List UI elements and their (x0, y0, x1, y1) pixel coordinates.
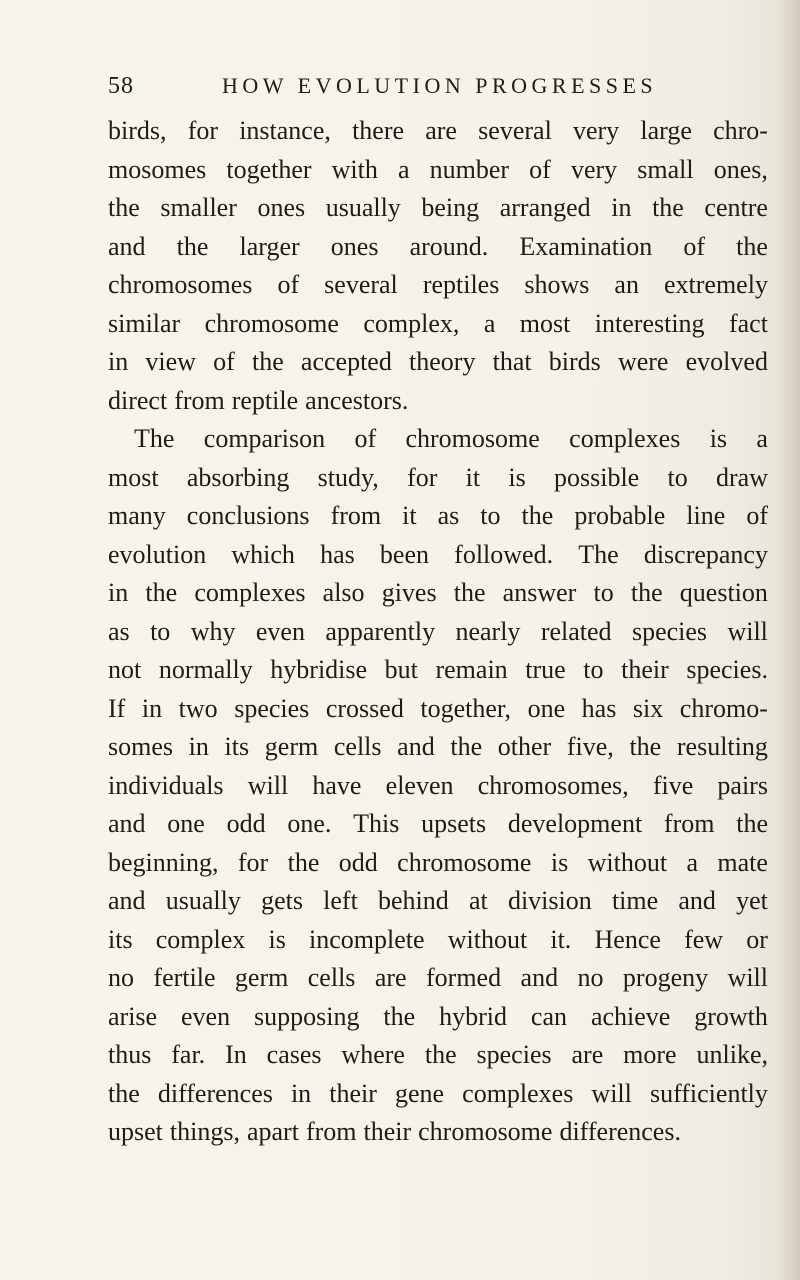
running-title: HOW EVOLUTION PROGRESSES (222, 73, 658, 98)
word: other (497, 732, 552, 761)
word-space (356, 1113, 363, 1152)
word: sufficiently (649, 1078, 768, 1108)
word: somes (108, 732, 173, 761)
text-line (108, 343, 768, 382)
word: will (727, 963, 768, 992)
text-line (108, 882, 768, 921)
text-line (108, 805, 768, 844)
word: of (354, 424, 377, 453)
word: but (384, 655, 418, 684)
word: This (353, 809, 400, 838)
word: progeny (622, 963, 709, 992)
word: the (251, 347, 284, 376)
word: which (231, 539, 295, 569)
word: as (108, 616, 130, 646)
word: of (746, 501, 768, 530)
word: similar (108, 308, 181, 338)
word: complex, (363, 308, 460, 338)
word: resulting (676, 732, 768, 761)
word: from (330, 501, 382, 530)
word: differences (157, 1078, 273, 1108)
word: thus (108, 1040, 152, 1069)
word: species (476, 1040, 552, 1069)
word: the (287, 847, 320, 877)
word: to (150, 616, 171, 646)
word: there (352, 116, 405, 145)
word: are (374, 963, 407, 992)
word: or (746, 924, 768, 954)
word: birds, (108, 116, 167, 145)
word: are (571, 1040, 604, 1069)
word: odd (338, 847, 378, 877)
text-line (108, 844, 768, 883)
body-text (108, 112, 768, 1152)
text-line (108, 767, 768, 806)
word: gene (394, 1078, 445, 1108)
word: chromosome (418, 1117, 553, 1146)
word: to (593, 578, 614, 607)
word: beginning, (108, 847, 219, 877)
text-line (108, 189, 768, 228)
word: most (108, 462, 159, 492)
word: arranged (499, 193, 591, 222)
word: complexes (194, 578, 306, 607)
word: is (550, 847, 569, 877)
word: usually (165, 886, 241, 915)
word: shows (524, 270, 590, 299)
word: larger (239, 231, 300, 261)
word: pairs (717, 770, 768, 800)
word: development (507, 809, 643, 838)
word: theory (409, 347, 476, 376)
word: Examination (519, 231, 653, 261)
word: for (187, 116, 219, 145)
word: will (591, 1078, 632, 1108)
word: it. (550, 924, 572, 954)
text-line (108, 728, 768, 767)
text-line (108, 112, 768, 151)
word: large (640, 116, 692, 145)
word: fact (728, 308, 768, 338)
word: accepted (300, 347, 392, 376)
word: yet (736, 886, 768, 915)
word: the (453, 578, 486, 607)
word: where (341, 1040, 405, 1069)
word: it (465, 462, 481, 492)
text-line (108, 459, 768, 498)
word: odd (226, 809, 266, 838)
word: and (108, 886, 146, 915)
word: arise (108, 1001, 158, 1031)
word: time (611, 886, 659, 915)
word: has (320, 539, 355, 569)
word: reptiles (422, 270, 500, 299)
word: the (736, 231, 768, 261)
text-line (108, 651, 768, 690)
word: were (617, 347, 669, 376)
word: formed (426, 963, 502, 992)
word: species (234, 693, 310, 723)
word: why (190, 616, 236, 646)
word: and (108, 231, 146, 261)
word: conclusions (186, 501, 310, 530)
word: mate (717, 847, 768, 877)
word: germ (234, 963, 289, 992)
word: behind (378, 886, 449, 915)
word-space (298, 382, 305, 421)
word: absorbing (186, 462, 290, 492)
word: differences. (559, 1117, 681, 1146)
word: an (614, 270, 639, 299)
word-space (552, 1113, 559, 1152)
word: If (108, 693, 126, 723)
word: ancestors. (305, 385, 409, 415)
word: gets (261, 886, 303, 915)
word: far. (171, 1040, 206, 1069)
text-line (108, 228, 768, 267)
word: one (527, 693, 566, 723)
word: normally (158, 655, 253, 684)
word: been (379, 539, 429, 569)
word: most (519, 308, 571, 338)
text-line (108, 151, 768, 190)
word: chromosomes, (477, 770, 629, 800)
word: draw (716, 462, 768, 492)
word: no (577, 963, 604, 992)
word: five (652, 770, 694, 800)
word: a (756, 424, 768, 453)
word: true (525, 655, 566, 684)
word: the (383, 1001, 416, 1031)
word: very (572, 116, 620, 145)
word: instance, (239, 116, 331, 145)
word: interesting (594, 308, 705, 338)
word: extremely (664, 270, 768, 299)
word: its (108, 924, 133, 954)
word: the (108, 1078, 140, 1108)
text-line (108, 1075, 768, 1114)
word: many (108, 501, 166, 530)
word: eleven (385, 770, 454, 800)
word: in (108, 347, 129, 376)
word: the (108, 193, 140, 222)
word: are (425, 116, 457, 145)
word: one (167, 809, 205, 838)
word: the (736, 809, 768, 838)
word: of (529, 154, 551, 184)
word: small (637, 154, 694, 184)
word: The (134, 424, 175, 453)
word: two (178, 693, 218, 723)
word-space (167, 382, 174, 421)
word: and (520, 963, 559, 992)
word: in (290, 1078, 312, 1108)
text-line (108, 536, 768, 575)
word: will (247, 770, 289, 800)
word: not (108, 655, 142, 684)
word: cells (333, 732, 382, 761)
text-line (108, 266, 768, 305)
word: to (480, 501, 501, 530)
word: of (683, 231, 706, 261)
word: in (108, 578, 129, 607)
word: birds (548, 347, 601, 376)
word: usually (325, 193, 401, 222)
word: can (530, 1001, 568, 1031)
word: In (225, 1040, 247, 1069)
word: around. (409, 231, 489, 261)
text-line (108, 959, 768, 998)
word: a (397, 154, 410, 184)
word: supposing (254, 1001, 360, 1031)
word: that (492, 347, 532, 376)
word: from (305, 1117, 357, 1146)
word: of (213, 347, 235, 376)
word: the (424, 1040, 457, 1069)
text-line (108, 1036, 768, 1075)
word: chromosome (204, 308, 339, 338)
word: to (667, 462, 688, 492)
word: more (623, 1040, 677, 1069)
word: several (324, 270, 398, 299)
word: is (508, 462, 526, 492)
word: direct (108, 385, 168, 415)
word: six (632, 693, 664, 723)
word: few (684, 924, 724, 954)
word: probable (574, 501, 666, 530)
word: division (507, 886, 592, 915)
word: species (631, 616, 708, 646)
word: discrepancy (643, 539, 768, 569)
text-line (108, 690, 768, 729)
word: a (483, 308, 496, 338)
word: five, (566, 732, 614, 761)
word: study, (317, 462, 379, 492)
word: centre (704, 193, 768, 222)
word-space (240, 1113, 247, 1152)
word: smaller (160, 193, 237, 222)
word: their (621, 655, 669, 684)
word: in (611, 193, 632, 222)
word: and (678, 886, 716, 915)
word: germ (264, 732, 319, 761)
text-line (108, 998, 768, 1037)
word: the (176, 231, 209, 261)
word: a (686, 847, 698, 877)
text-line (108, 497, 768, 536)
word: will (727, 616, 768, 646)
word: together (226, 154, 312, 184)
word: apparently (325, 616, 436, 646)
word: incomplete (309, 924, 425, 954)
word: crossed (325, 693, 404, 723)
word-space (411, 1113, 418, 1152)
word: nearly (455, 616, 521, 646)
word: their (329, 1078, 377, 1108)
word: chromosome (405, 424, 540, 453)
word: view (145, 347, 196, 376)
word: from (174, 385, 225, 415)
word: their (363, 1117, 412, 1146)
word: gives (381, 578, 437, 607)
word: is (268, 924, 286, 954)
word: its (224, 732, 250, 761)
word: even (255, 616, 305, 646)
word: the (450, 732, 483, 761)
word: several (478, 116, 552, 145)
word: to (583, 655, 604, 684)
word: of (277, 270, 300, 299)
word: ones, (713, 154, 768, 184)
word: in (141, 693, 163, 723)
word: evolved (685, 347, 768, 376)
text-line (108, 305, 768, 344)
word: cells (307, 963, 356, 992)
word: very (570, 154, 618, 184)
word: chro- (713, 116, 768, 145)
word: apart (246, 1117, 299, 1146)
word: species. (686, 655, 768, 684)
word: comparison (203, 424, 326, 453)
word: complex (155, 924, 246, 954)
word: hybrid (439, 1001, 507, 1031)
word: achieve (590, 1001, 671, 1031)
word: has (581, 693, 617, 723)
word: being (421, 193, 480, 222)
text-line (108, 382, 768, 421)
word: cases (266, 1040, 322, 1069)
page-number: 58 (108, 72, 134, 99)
word: growth (694, 1001, 768, 1031)
word: from (663, 809, 715, 838)
page-edge-shadow (776, 0, 800, 1280)
word: also (322, 578, 365, 607)
word: the (145, 578, 178, 607)
word: in (188, 732, 209, 761)
word: line (686, 501, 726, 530)
word: the (629, 732, 662, 761)
word: fertile (153, 963, 216, 992)
word: left (323, 886, 358, 915)
text-line (108, 420, 768, 459)
text-line (108, 574, 768, 613)
word: without (447, 924, 528, 954)
word: followed. (454, 539, 554, 569)
text-line (108, 921, 768, 960)
word: is (709, 424, 728, 453)
word: and (108, 809, 146, 838)
word: chromosomes (108, 270, 253, 299)
word: at (468, 886, 488, 915)
word: reptile (231, 385, 299, 415)
word: chromosome (397, 847, 532, 877)
running-head (108, 68, 668, 104)
word: remain (435, 655, 508, 684)
word: upsets (421, 809, 487, 838)
word: as (437, 501, 460, 530)
word: related (540, 616, 612, 646)
word-space (225, 382, 232, 421)
word: possible (554, 462, 640, 492)
word-space (299, 1113, 306, 1152)
word: and (397, 732, 435, 761)
word: the (652, 193, 684, 222)
word-space (163, 1113, 170, 1152)
word: chromo- (679, 693, 768, 723)
word: upset (108, 1117, 163, 1146)
word: no (108, 963, 134, 992)
word: it (402, 501, 417, 530)
word: individuals (108, 770, 224, 800)
word: ones (257, 193, 306, 222)
word: with (331, 154, 378, 184)
text-line (108, 1113, 768, 1152)
word: together, (420, 693, 512, 723)
text-line (108, 613, 768, 652)
word: answer (502, 578, 577, 607)
word: ones (330, 231, 379, 261)
word: without (587, 847, 668, 877)
word: for (237, 847, 269, 877)
word: the (630, 578, 663, 607)
word: unlike, (696, 1040, 768, 1069)
word: number (429, 154, 510, 184)
word: hybridise (270, 655, 368, 684)
word: one. (287, 809, 332, 838)
word: complexes (462, 1078, 574, 1108)
word: The (578, 539, 619, 569)
word: things, (169, 1117, 240, 1146)
word: even (181, 1001, 231, 1031)
word: for (407, 462, 438, 492)
word: question (679, 578, 768, 607)
word: mosomes (108, 154, 207, 184)
word: evolution (108, 539, 207, 569)
word: the (521, 501, 554, 530)
word: complexes (569, 424, 681, 453)
word: have (312, 770, 362, 800)
word: Hence (594, 924, 661, 954)
